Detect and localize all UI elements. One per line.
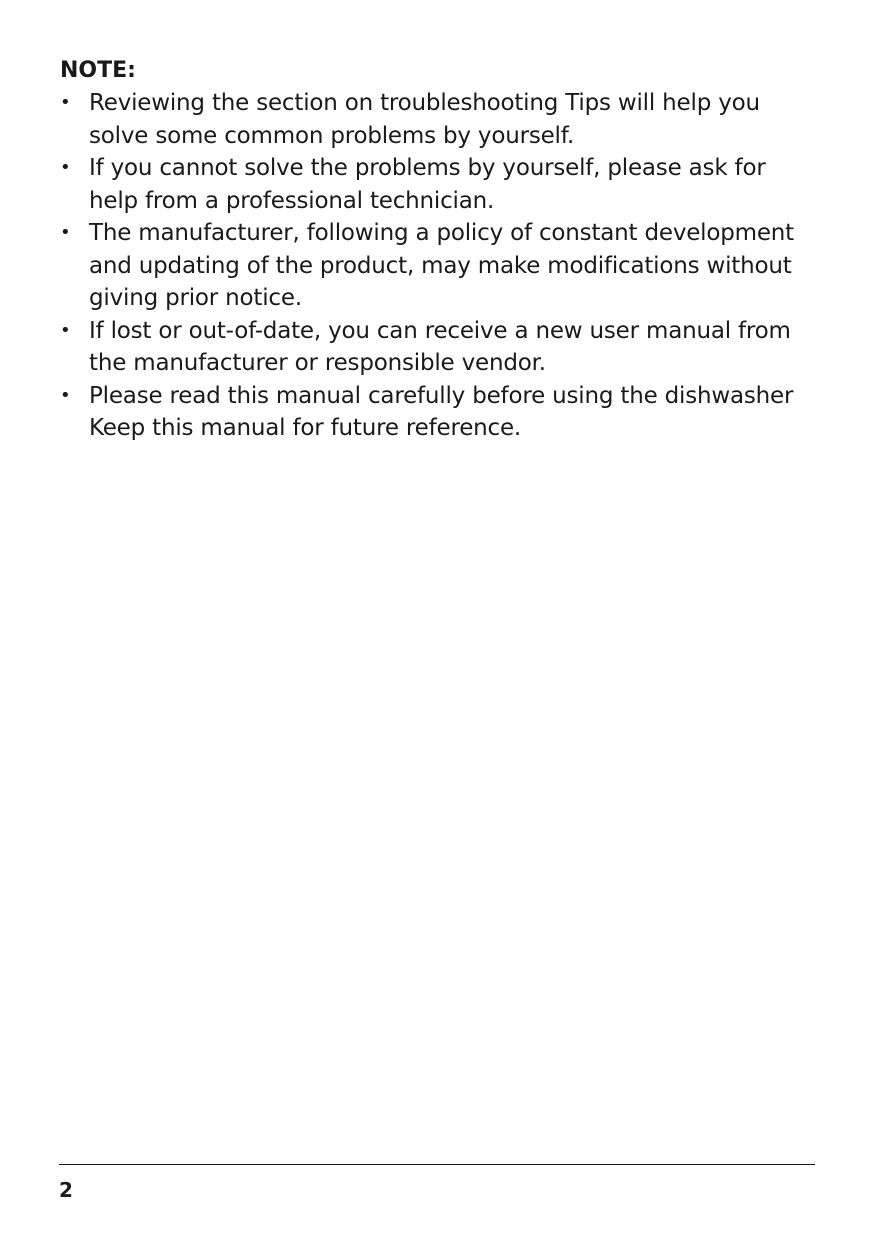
note-item-text: The manufacturer, following a policy of constant development and updating of the product, may make modifications without giving prior notice.: [89, 220, 794, 311]
note-item: [60, 315, 820, 380]
note-heading: NOTE:: [60, 58, 136, 83]
note-item: [60, 380, 820, 445]
note-item-text: If lost or out-of-date, you can receive a new user manual from the manufacturer or responsible vendor.: [89, 317, 791, 376]
note-item-text: Please read this manual carefully before using the dishwasher Keep this manual for future reference.: [89, 382, 794, 441]
note-item: [60, 152, 820, 217]
note-item-text: If you cannot solve the problems by yourself, please ask for help from a professional technician.: [89, 155, 766, 214]
note-item-text: Reviewing the section on troubleshooting Tips will help you solve some common problems by yourself.: [89, 90, 760, 149]
note-item: [60, 87, 820, 152]
page-content: [60, 55, 820, 445]
page-number: 2: [59, 1178, 73, 1202]
bullet-icon: •: [60, 384, 71, 406]
bullet-icon: •: [60, 222, 71, 243]
note-list: [60, 87, 820, 445]
bullet-icon: •: [60, 157, 71, 178]
footer-divider: [59, 1164, 815, 1165]
bullet-icon: •: [60, 92, 71, 113]
bullet-icon: •: [60, 319, 71, 341]
note-item: [60, 217, 820, 315]
